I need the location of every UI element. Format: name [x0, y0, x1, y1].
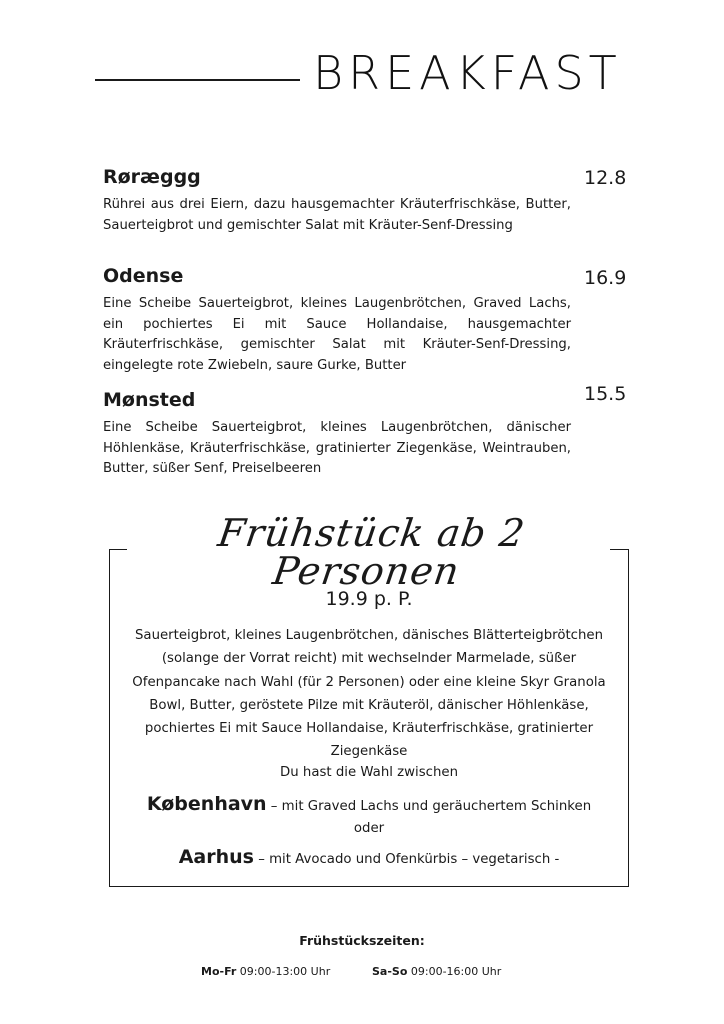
- menu-item-description: Rührei aus drei Eiern, dazu hausgemachter Kräuterfrischkäse, Butter, Sauerteigbrot und gemischter Salat mit Kräuter-Senf-Dressing: [103, 197, 571, 233]
- hours-weekend: [372, 966, 501, 977]
- option-detail: – mit Avocado und Ofenkürbis – vegetarisch -: [253, 852, 560, 867]
- option-aarhus: [109, 848, 629, 867]
- option-name: Aarhus: [178, 846, 254, 868]
- menu-item-description: Eine Scheibe Sauerteigbrot, kleines Laugenbrötchen, dänischer Höhlenkäse, Kräuterfrischkäse, gratinierter Ziegenkäse, Weintrauben, Butter, süßer Senf, Preiselbeeren: [103, 420, 571, 476]
- menu-item-monsted: [103, 391, 571, 480]
- shared-breakfast-price: 19.9 p. P.: [325, 588, 413, 610]
- shared-breakfast-description: Sauerteigbrot, kleines Laugenbrötchen, dänisches Blätterteigbrötchen (solange der Vorrat reicht) mit wechselnder Marmelade, süßer Ofenpancake nach Wahl (für 2 Personen) oder eine kleine Skyr Granola Bowl, Butter, geröstete Pilze mit Kräuteröl, dänischer Höhlenkäse, pochiertes Ei mit Sauce Hollandaise, Kräuterfrischkäse, gratinierter Ziegenkäse: [132, 628, 606, 760]
- hours-title: Frühstückszeiten:: [299, 933, 425, 948]
- hours-weekday: [201, 966, 330, 977]
- menu-item-name: Mønsted: [103, 389, 196, 411]
- hours-weekday-label: Mo-Fr: [201, 965, 237, 978]
- box-border-bottom: [109, 886, 629, 887]
- menu-item-price: 12.8: [584, 167, 627, 189]
- hours-weekday-time: 09:00-13:00 Uhr: [236, 965, 331, 978]
- option-kobenhavn: [109, 795, 629, 814]
- header-rule: [95, 79, 300, 81]
- menu-item-name: Odense: [103, 265, 184, 287]
- page-title: BREAKFAST: [313, 46, 622, 100]
- menu-item-roraegg: [103, 168, 571, 236]
- box-border-top-right: [610, 549, 629, 550]
- hours-weekend-label: Sa-So: [372, 965, 408, 978]
- shared-breakfast-title: Frühstück ab 2 Personen: [215, 511, 528, 593]
- choice-intro: Du hast die Wahl zwischen: [280, 765, 458, 780]
- menu-item-description: Eine Scheibe Sauerteigbrot, kleines Laugenbrötchen, Graved Lachs, ein pochiertes Ei mit Sauce Hollandaise, hausgemachter Kräuterfrischkäse, gemischter Salat mit Kräuter-Senf-Dressing, eingelegte rote Zwiebeln, saure Gurke, Butter: [103, 296, 571, 373]
- hours-weekend-time: 09:00-16:00 Uhr: [407, 965, 502, 978]
- menu-item-odense: [103, 267, 571, 376]
- box-border-top-left: [109, 549, 127, 550]
- or-divider: oder: [353, 821, 385, 836]
- option-detail: – mit Graved Lachs und geräuchertem Schinken: [266, 799, 592, 814]
- option-name: København: [146, 793, 267, 815]
- menu-item-price: 16.9: [584, 267, 627, 289]
- menu-item-price: 15.5: [584, 383, 627, 405]
- menu-item-name: Røræggg: [103, 166, 201, 188]
